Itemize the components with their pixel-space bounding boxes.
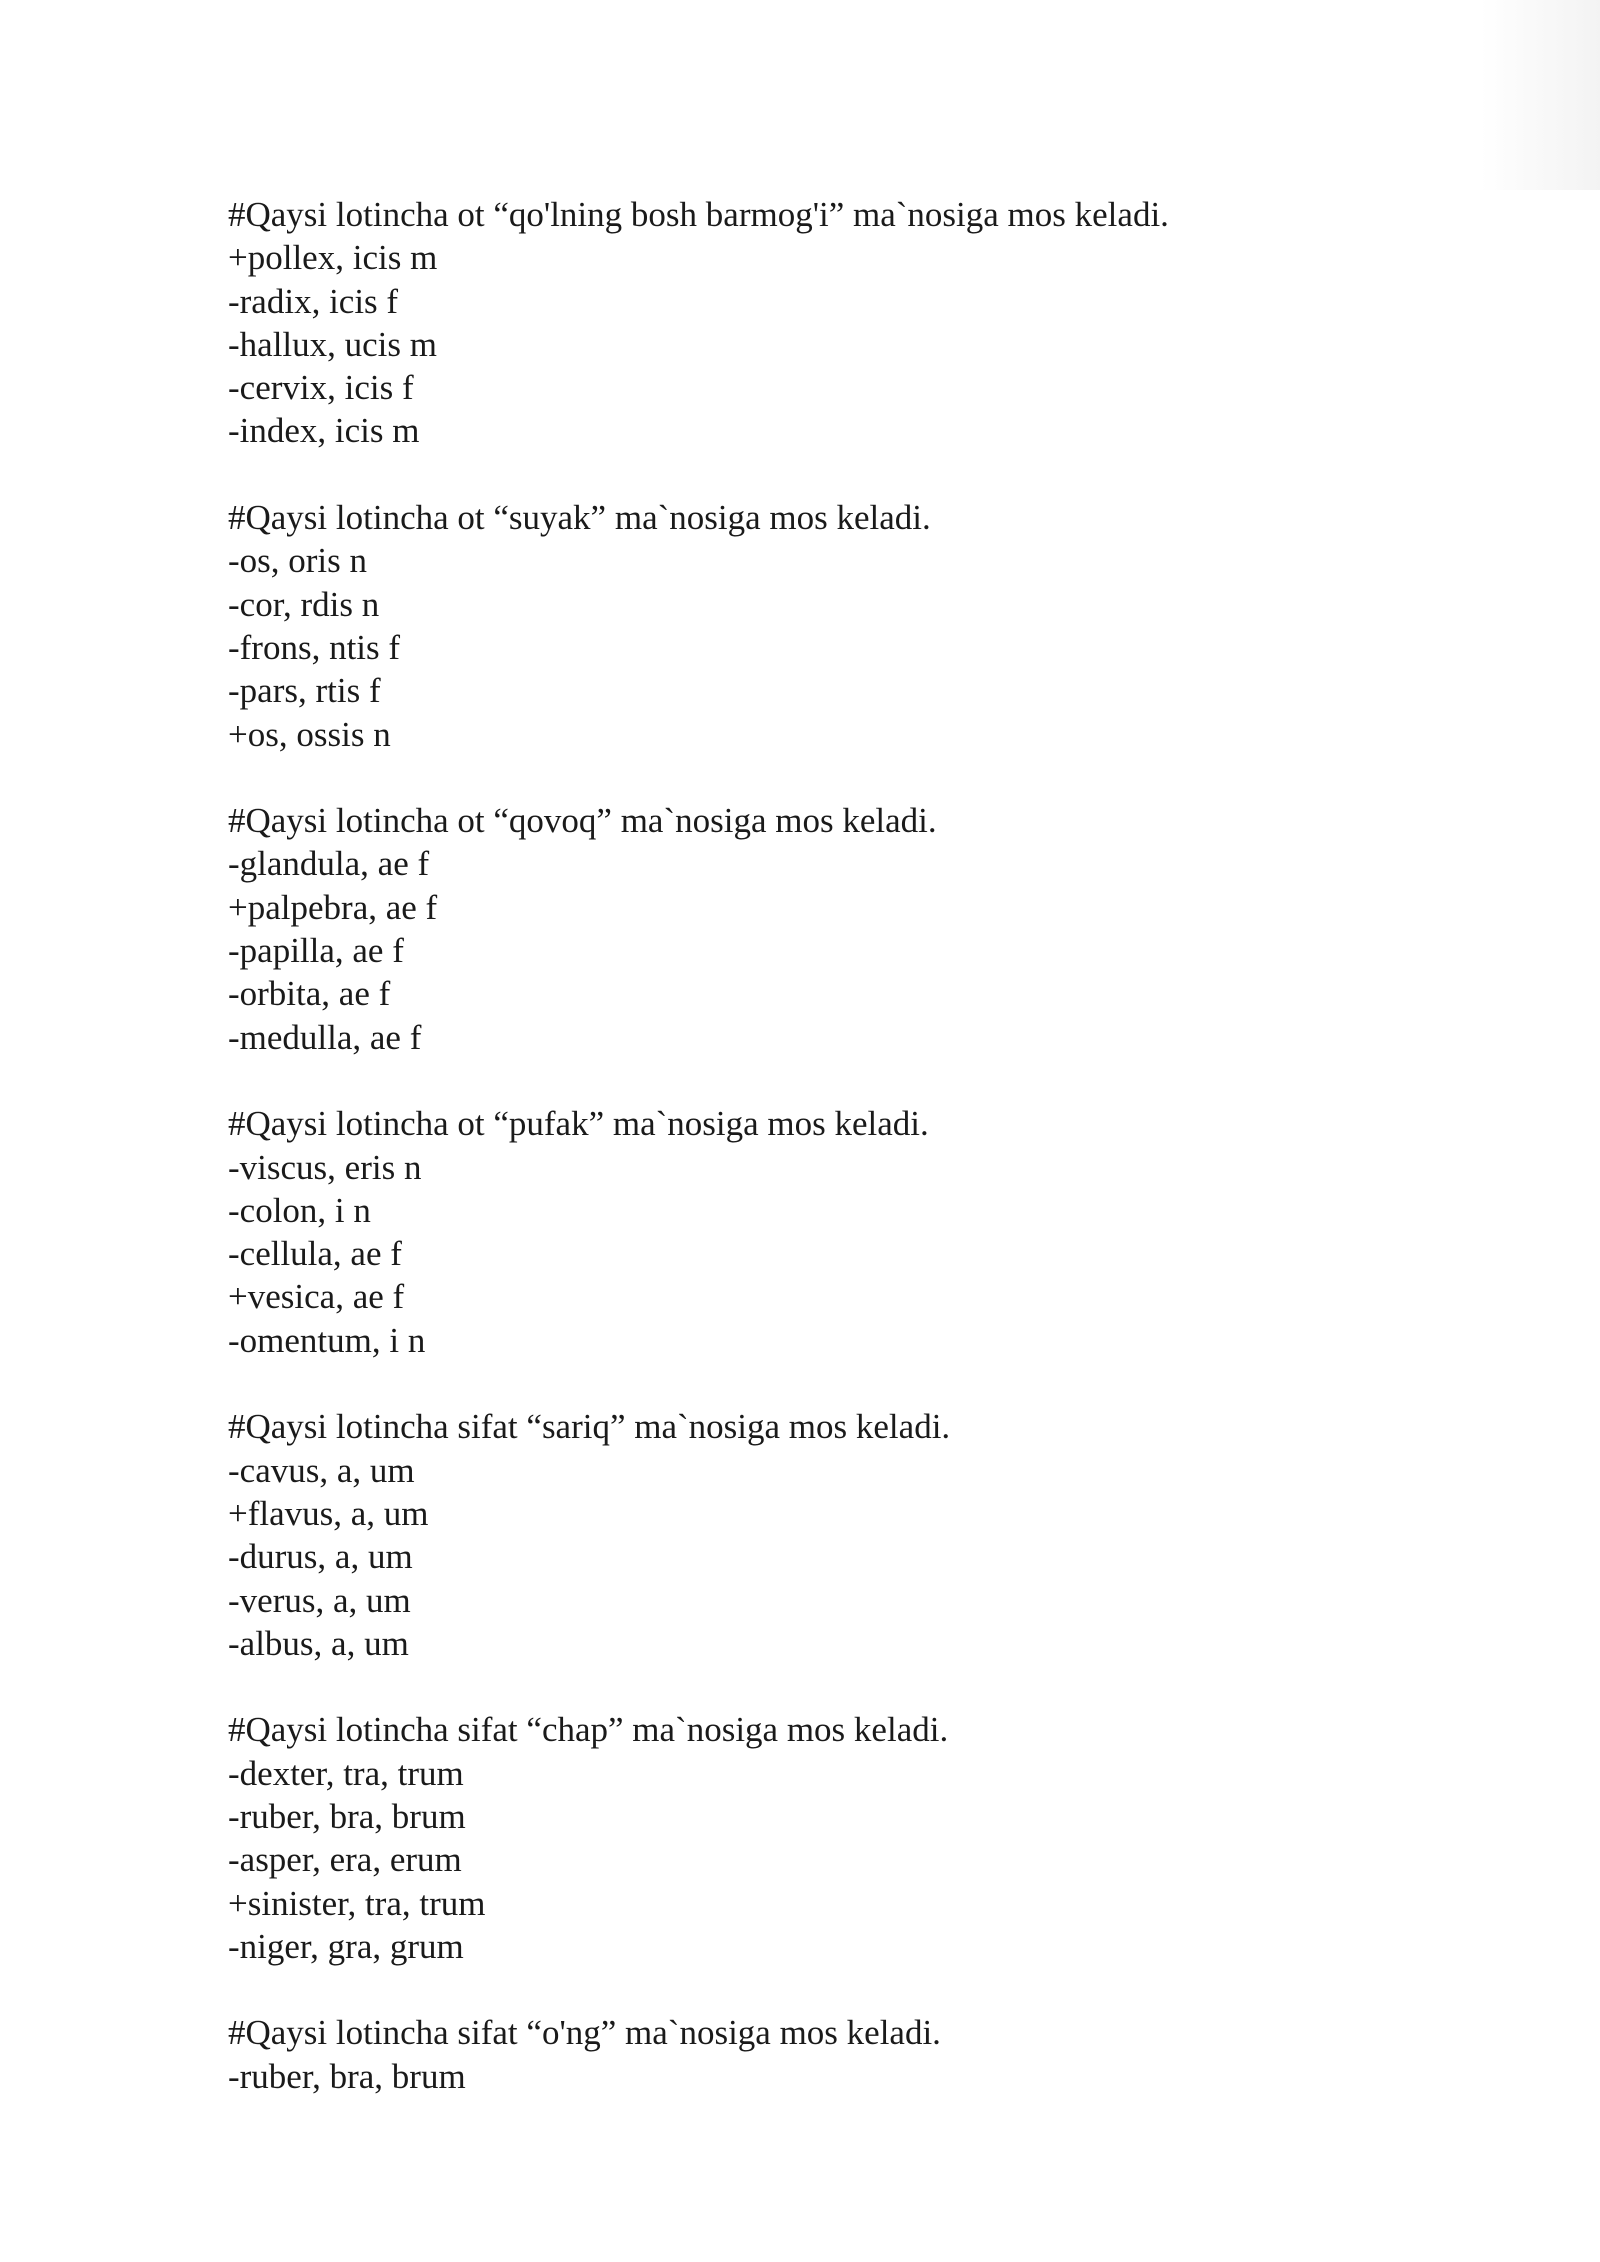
answer-option: -albus, a, um xyxy=(228,1623,409,1663)
answer-option: -papilla, ae f xyxy=(228,931,404,971)
question-text: #Qaysi lotincha ot “qo'lning bosh barmog'i” ma`nosiga mos keladi. xyxy=(228,195,1169,234)
answer-option: -asper, era, erum xyxy=(228,1840,462,1880)
answer-option: -orbita, ae f xyxy=(228,974,391,1014)
answer-option: -cervix, icis f xyxy=(228,368,414,408)
answer-option: -cellula, ae f xyxy=(228,1234,402,1274)
answer-option: -pars, rtis f xyxy=(228,671,381,711)
answer-option: -os, oris n xyxy=(228,541,368,581)
answer-option: -frons, ntis f xyxy=(228,627,401,667)
question-block xyxy=(228,2011,1428,2098)
page-corner-shadow xyxy=(1480,0,1600,190)
answer-option: -viscus, eris n xyxy=(228,1147,422,1187)
answer-option: -durus, a, um xyxy=(228,1537,413,1577)
question-block xyxy=(228,799,1428,1059)
answer-option: +vesica, ae f xyxy=(228,1277,405,1317)
question-text: #Qaysi lotincha ot “qovoq” ma`nosiga mos keladi. xyxy=(228,801,937,841)
question-text: #Qaysi lotincha sifat “sariq” ma`nosiga mos keladi. xyxy=(228,1407,951,1447)
answer-option: -index, icis m xyxy=(228,411,420,451)
answer-option: -ruber, bra, brum xyxy=(228,1796,466,1836)
answer-option: +sinister, tra, trum xyxy=(228,1883,486,1923)
answer-option: +palpebra, ae f xyxy=(228,887,438,927)
question-text: #Qaysi lotincha ot “suyak” ma`nosiga mos keladi. xyxy=(228,498,931,538)
answer-option: -ruber, bra, brum xyxy=(228,2056,466,2096)
answer-option: -colon, i n xyxy=(228,1190,371,1230)
answer-option: -verus, a, um xyxy=(228,1580,411,1620)
answer-option: -cor, rdis n xyxy=(228,584,380,624)
question-block xyxy=(228,1102,1428,1362)
answer-option: +flavus, a, um xyxy=(228,1493,429,1533)
question-list xyxy=(228,193,1428,2098)
answer-option: +os, ossis n xyxy=(228,714,391,754)
question-block xyxy=(228,193,1428,453)
question-text: #Qaysi lotincha sifat “o'ng” ma`nosiga mos keladi. xyxy=(228,2013,941,2053)
answer-option: -hallux, ucis m xyxy=(228,324,437,364)
question-block xyxy=(228,1708,1428,1968)
answer-option: -cavus, a, um xyxy=(228,1450,415,1490)
answer-option: -dexter, tra, trum xyxy=(228,1753,464,1793)
answer-option: +pollex, icis m xyxy=(228,238,438,278)
question-text: #Qaysi lotincha sifat “chap” ma`nosiga mos keladi. xyxy=(228,1710,949,1750)
answer-option: -omentum, i n xyxy=(228,1320,426,1360)
answer-option: -glandula, ae f xyxy=(228,844,430,884)
answer-option: -medulla, ae f xyxy=(228,1017,422,1057)
question-block xyxy=(228,496,1428,756)
answer-option: -niger, gra, grum xyxy=(228,1926,464,1966)
question-text: #Qaysi lotincha ot “pufak” ma`nosiga mos keladi. xyxy=(228,1104,929,1144)
answer-option: -radix, icis f xyxy=(228,281,399,321)
question-block xyxy=(228,1405,1428,1665)
